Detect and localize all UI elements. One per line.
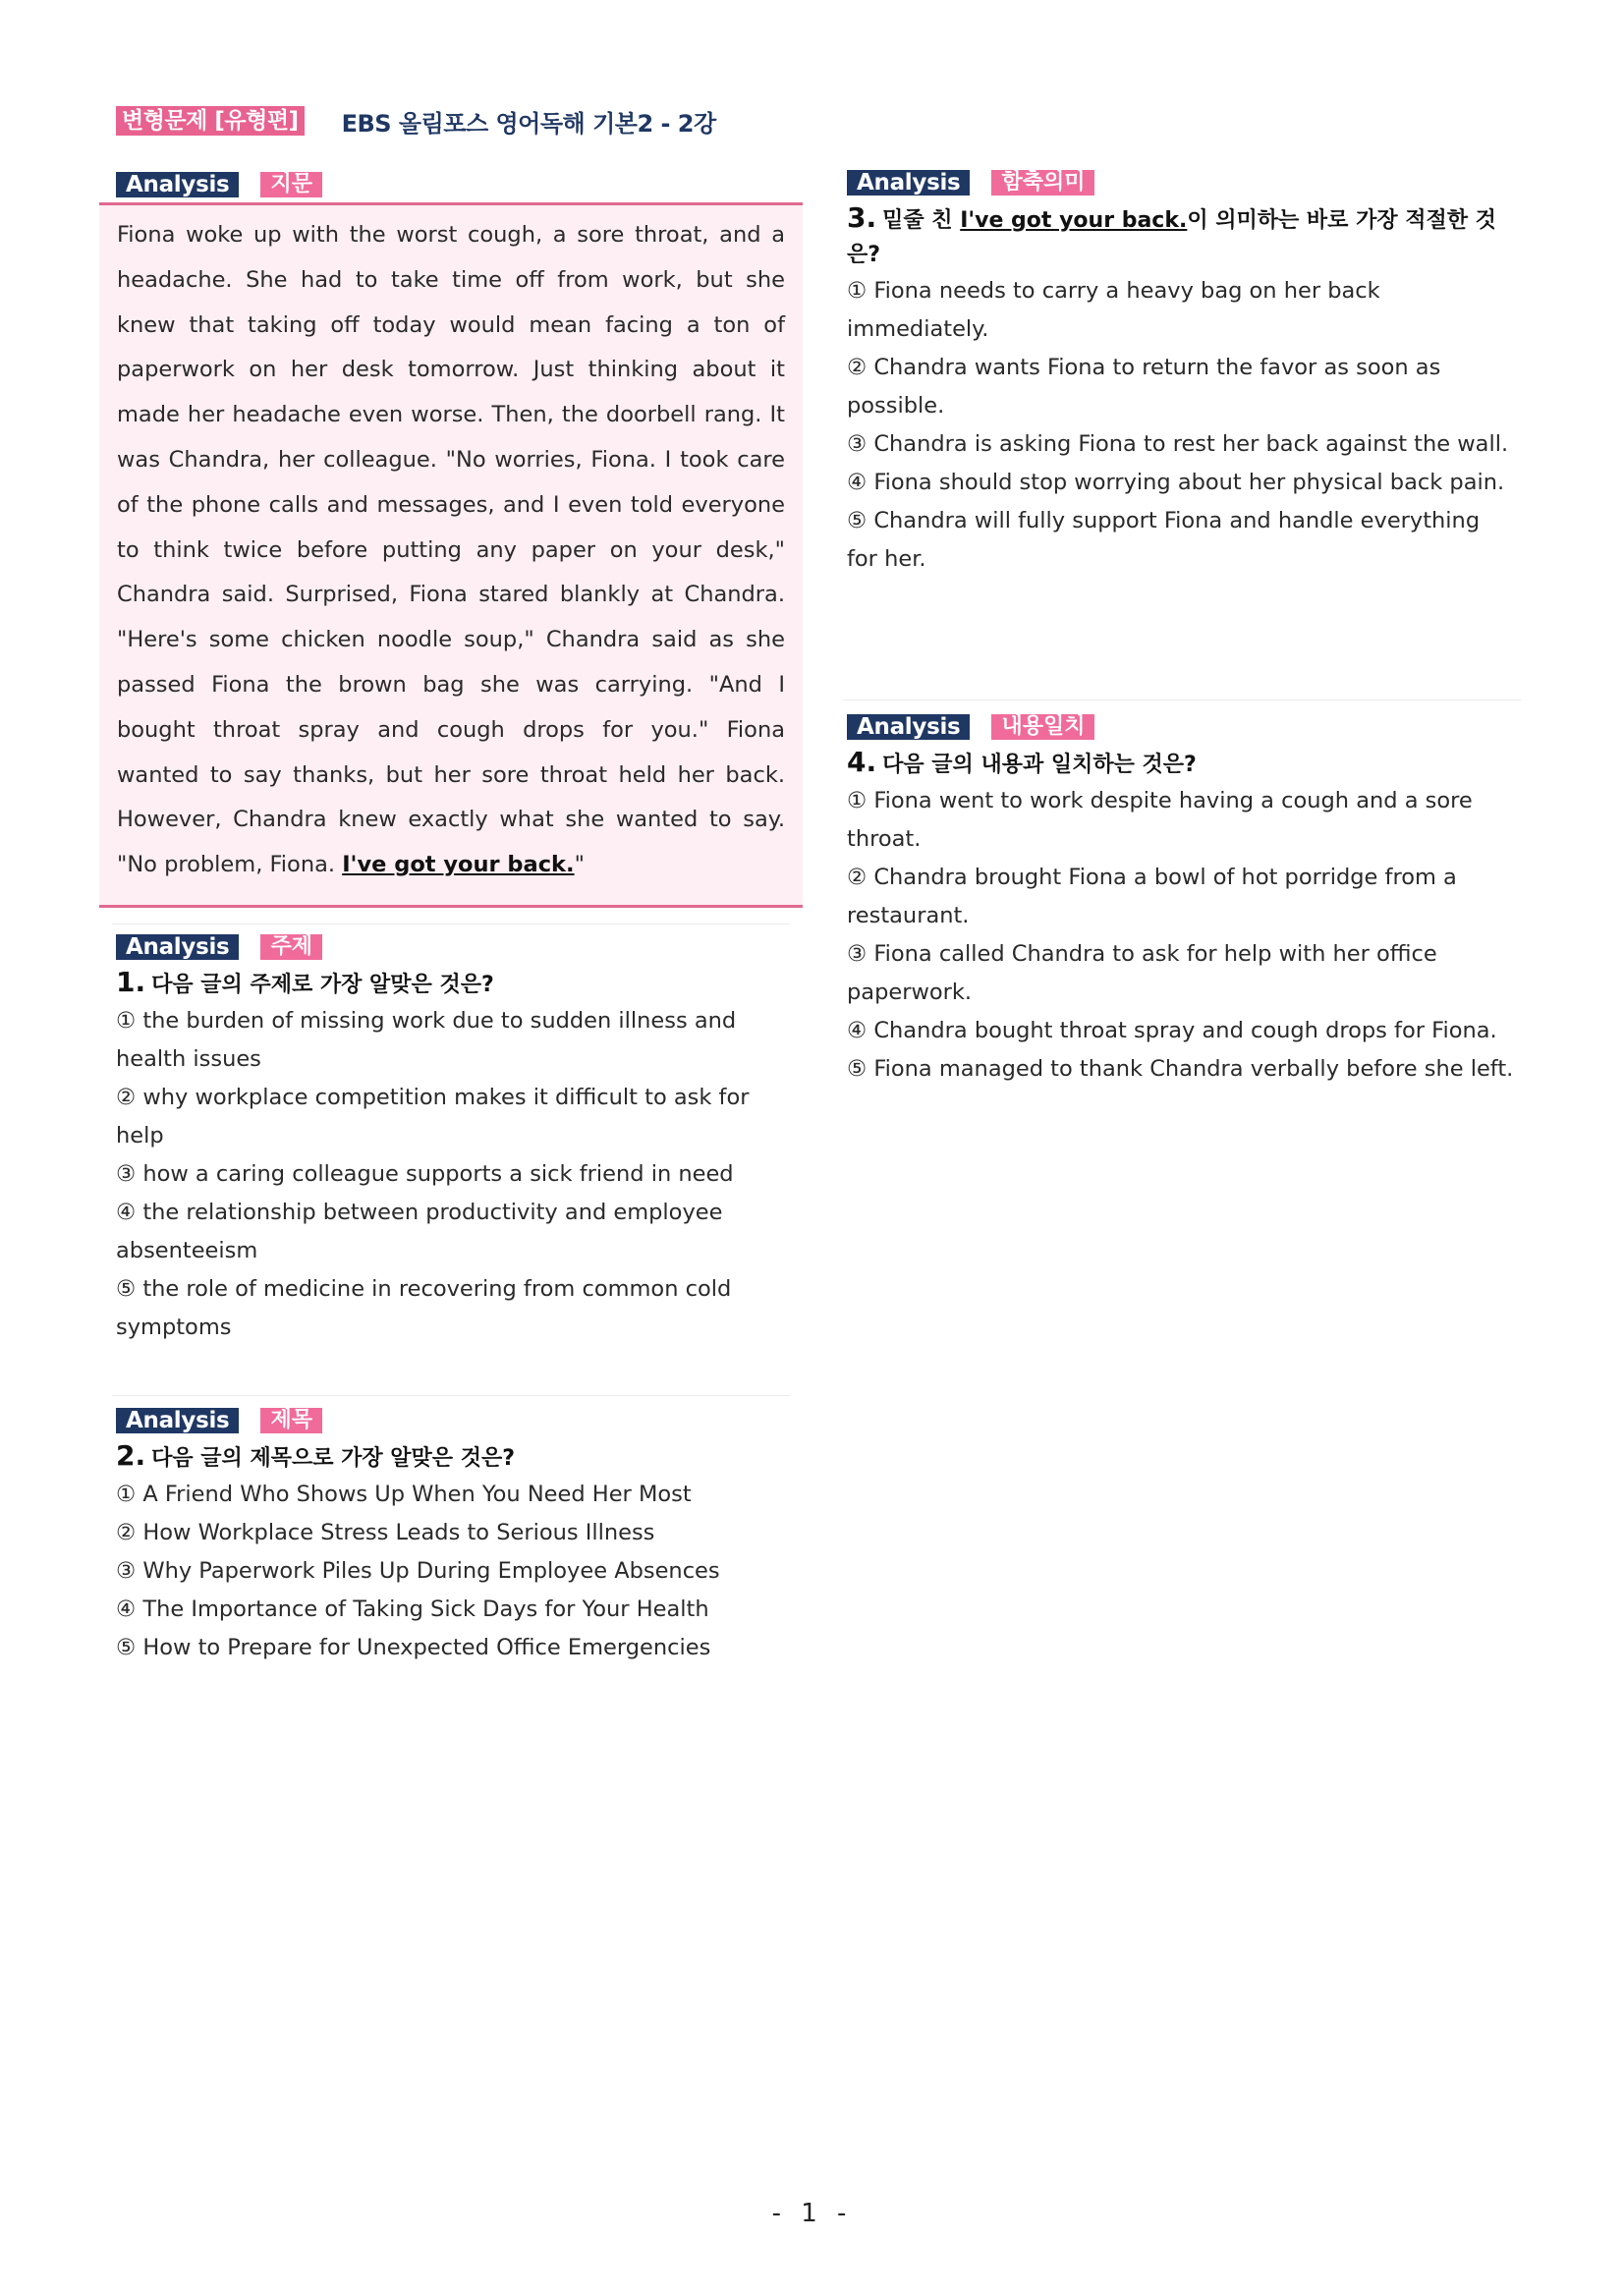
underlined-phrase: I've got your back. [960,208,1188,233]
option-list [847,782,1515,1089]
option-list [847,272,1515,579]
question-text-suffix: 이 의미하는 바로 가장 적절한 것은? [847,208,1496,267]
option-text: Chandra wants Fiona to return the favor as soon as possible. [847,355,1441,419]
option-text: Fiona managed to thank Chandra verbally before she left. [873,1056,1514,1082]
question-title [847,200,1515,272]
option-text: the role of medicine in recovering from common cold symptoms [116,1276,732,1340]
option-1[interactable] [847,782,1515,859]
divider [112,1395,790,1396]
analysis-badge: Analysis [847,714,970,740]
option-5[interactable] [116,1270,794,1347]
passage-body: Fiona woke up with the worst cough, a sore throat, and a headache. She had to take time off from work, but she knew that taking off today would mean facing a ton of paperwork on her desk tomorrow. Just thinking about it made her headache even worse. Then, the doorbell rang. It was Chandra, her colleague. "No worries, Fiona. I took care of the phone calls and messages, and I even told everyone to think twice before putting any paper on your desk," Chandra said. Surprised, Fiona stared blankly at Chandra. "Here's some chicken noodle soup," Chandra said as she passed Fiona the brown bag she was carrying. "And I bought throat spray and cough drops for you." Fiona wanted to say thanks, but her sore throat held her back. However, Chandra knew exactly what she wanted to say. "No problem, Fiona. [117,222,785,878]
section-label: 주제 [260,934,322,960]
option-text: how a caring colleague supports a sick friend in need [142,1161,734,1187]
option-1[interactable] [847,272,1515,349]
option-text: the burden of missing work due to sudden illness and health issues [116,1008,737,1072]
option-mark: ① [847,788,868,813]
type-tag: 변형문제 [유형편] [116,106,305,136]
option-mark: ⑤ [116,1276,137,1302]
option-5[interactable] [116,1629,794,1667]
option-2[interactable] [116,1079,794,1155]
question-text: 다음 글의 내용과 일치하는 것은? [882,753,1197,777]
question-number: 4. [847,746,877,778]
option-mark: ③ [847,431,868,457]
option-text: Fiona called Chandra to ask for help with her office paperwork. [847,941,1437,1005]
option-mark: ④ [847,470,868,495]
option-1[interactable] [116,1002,794,1079]
option-text: Chandra brought Fiona a bowl of hot porridge from a restaurant. [847,865,1457,928]
option-mark: ⑤ [847,1056,868,1082]
question-2 [116,1407,794,1667]
option-3[interactable] [847,425,1515,464]
underlined-phrase: I've got your back. [342,852,575,878]
option-mark: ③ [116,1558,137,1584]
option-mark: ④ [116,1596,137,1622]
section-label: 제목 [260,1408,322,1433]
analysis-badge: Analysis [847,170,970,196]
option-mark: ⑤ [116,1635,137,1660]
section-label: 내용일치 [991,714,1094,740]
question-title [116,965,794,1002]
option-mark: ④ [116,1200,137,1225]
question-title [847,745,1515,782]
document-title: EBS 올림포스 영어독해 기본2 - 2강 [341,109,716,138]
analysis-badge: Analysis [116,1408,239,1433]
question-3 [847,169,1515,579]
question-1 [116,933,794,1347]
option-text: the relationship between productivity and employee absenteeism [116,1200,723,1263]
question-text: 다음 글의 주제로 가장 알맞은 것은? [151,973,494,997]
option-3[interactable] [116,1552,794,1591]
section-label: 함축의미 [991,170,1094,196]
option-mark: ④ [847,1018,868,1043]
option-list [116,1476,794,1667]
option-2[interactable] [847,859,1515,935]
option-text: How Workplace Stress Leads to Serious Illness [142,1520,655,1545]
option-text: Fiona should stop worrying about her physical back pain. [873,470,1505,495]
option-text: How to Prepare for Unexpected Office Emergencies [142,1635,711,1660]
option-4[interactable] [847,464,1515,502]
passage-text [117,213,785,888]
option-mark: ② [847,355,868,380]
option-text: Why Paperwork Piles Up During Employee Absences [142,1558,720,1584]
question-number: 2. [116,1439,146,1472]
option-text: Fiona went to work despite having a cough and a sore throat. [847,788,1473,852]
section-label: 지문 [260,172,322,197]
option-mark: ③ [847,941,868,967]
option-text: Fiona needs to carry a heavy bag on her back immediately. [847,278,1380,342]
option-mark: ① [847,278,868,304]
option-mark: ② [847,865,868,890]
option-4[interactable] [847,1012,1515,1050]
option-mark: ⑤ [847,508,868,533]
option-text: Chandra bought throat spray and cough drops for Fiona. [873,1018,1497,1043]
question-title [116,1438,794,1476]
passage-box [99,202,803,908]
analysis-badge: Analysis [116,934,239,960]
option-5[interactable] [847,502,1515,579]
option-text: Chandra will fully support Fiona and handle everything for her. [847,508,1481,572]
option-mark: ② [116,1085,137,1110]
analysis-badge: Analysis [116,172,239,197]
option-1[interactable] [116,1476,794,1514]
passage-end: " [574,852,585,878]
option-3[interactable] [116,1155,794,1194]
option-mark: ③ [116,1161,137,1187]
option-text: Chandra is asking Fiona to rest her back against the wall. [873,431,1509,457]
question-number: 3. [847,201,877,234]
option-2[interactable] [847,349,1515,425]
option-mark: ② [116,1520,137,1545]
option-text: why workplace competition makes it difficult to ask for help [116,1085,750,1148]
page-number: - 1 - [771,2199,853,2228]
option-mark: ① [116,1482,137,1507]
option-4[interactable] [116,1194,794,1270]
option-4[interactable] [116,1591,794,1629]
option-3[interactable] [847,935,1515,1012]
option-5[interactable] [847,1050,1515,1089]
option-mark: ① [116,1008,137,1034]
question-number: 1. [116,966,146,998]
option-list [116,1002,794,1347]
option-text: A Friend Who Shows Up When You Need Her Most [142,1482,692,1507]
option-2[interactable] [116,1514,794,1552]
question-4 [847,713,1515,1089]
question-text: 다음 글의 제목으로 가장 알맞은 것은? [151,1446,515,1471]
passage-header [116,171,794,198]
option-text: The Importance of Taking Sick Days for Your Health [142,1596,709,1622]
question-text-prefix: 밑줄 친 [882,208,961,233]
page-header [116,104,716,138]
